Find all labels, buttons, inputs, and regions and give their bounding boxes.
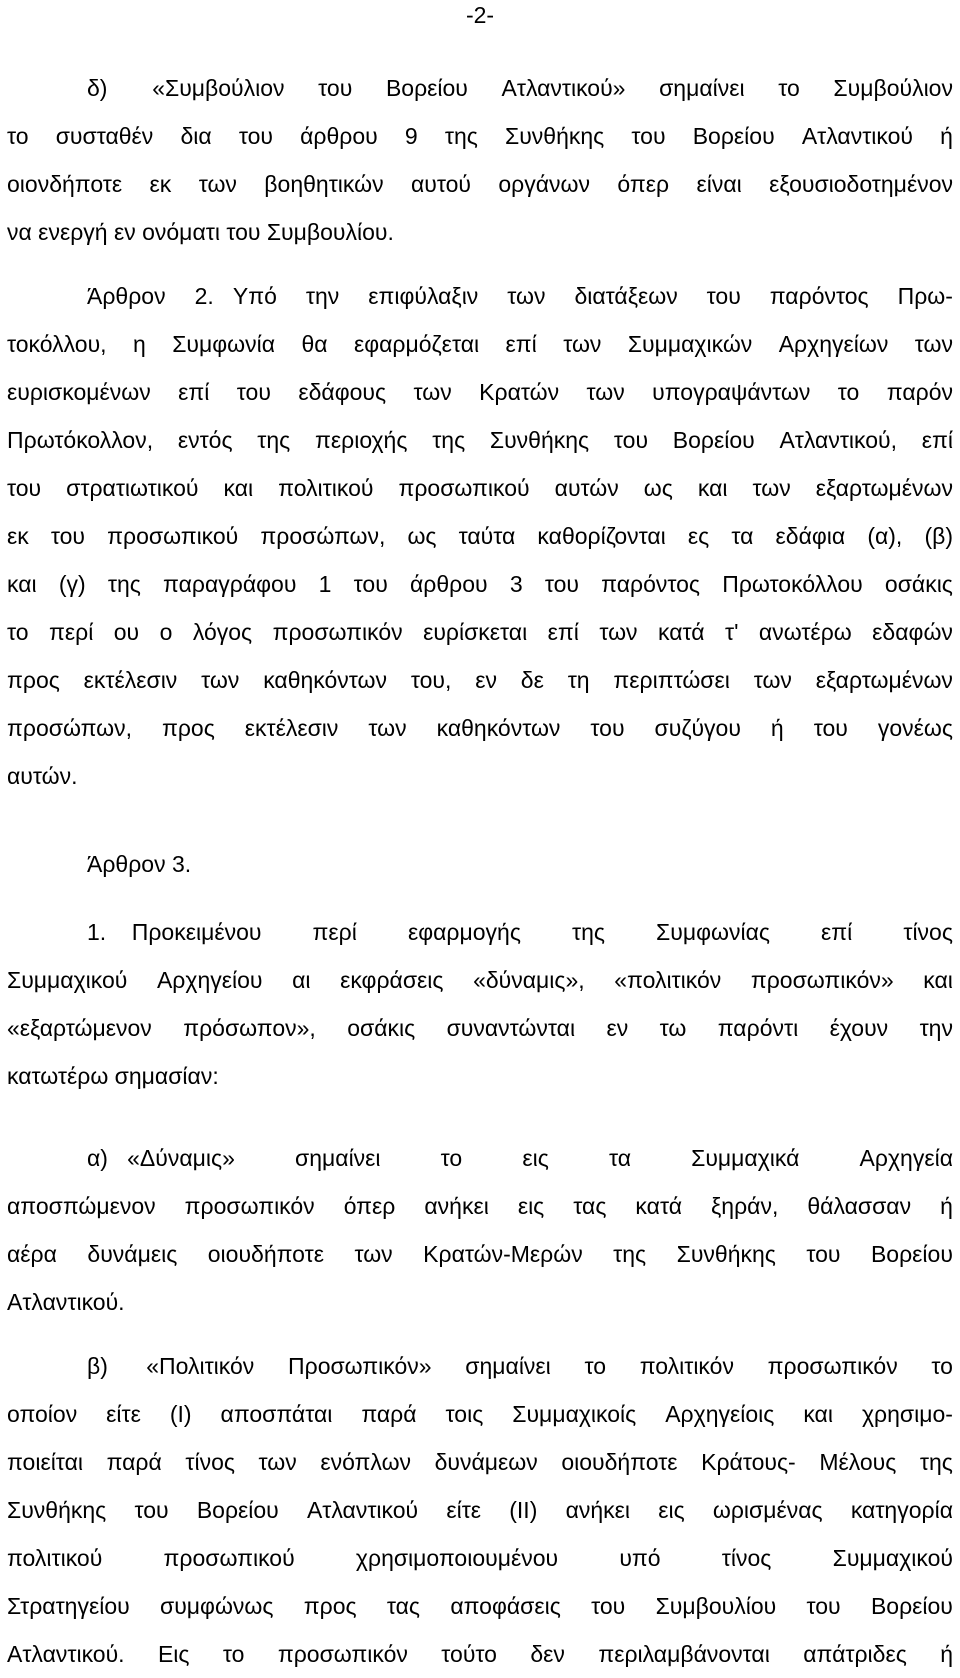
word: είτε	[106, 1401, 141, 1427]
word: του	[590, 715, 625, 741]
word: οσάκις	[884, 571, 953, 597]
word: κατά	[657, 619, 705, 645]
word: πολιτικού	[7, 1545, 103, 1571]
word: Συμμαχικά	[691, 1145, 800, 1171]
word: καθηκόντων	[263, 667, 388, 693]
word: άρθρου	[300, 123, 378, 149]
article-3-paragraph-1	[7, 908, 953, 1100]
word: αποφάσεις	[450, 1593, 561, 1619]
word: ξηράν,	[711, 1193, 779, 1219]
text-line	[7, 160, 953, 208]
word: ή	[940, 1641, 953, 1667]
word: 1	[318, 571, 332, 597]
word: εξαρτωμένων	[815, 475, 953, 501]
text-line	[7, 608, 953, 656]
word: χρησιμοποιουμένου	[355, 1545, 559, 1571]
text-line	[7, 112, 953, 160]
word: «δύναμις»,	[473, 967, 585, 993]
word: ποιείται	[7, 1449, 83, 1475]
word: δεν	[530, 1641, 565, 1667]
word: των	[258, 1449, 297, 1475]
word: των	[599, 619, 638, 645]
heading-line: Άρθρον 3.	[87, 851, 192, 877]
paragraph-d	[7, 64, 953, 256]
word: επί	[821, 919, 853, 945]
word: υπό	[619, 1545, 661, 1571]
word: Συμβουλίου	[655, 1593, 777, 1619]
word: Αρχηγείοις	[665, 1401, 775, 1427]
word: προσωπικόν»	[750, 967, 894, 993]
word: της	[107, 571, 141, 597]
word: επί	[921, 427, 953, 453]
word: παρόντος	[601, 571, 701, 597]
text-line	[7, 1582, 953, 1630]
word: Μέλους	[819, 1449, 897, 1475]
word: εδάφους	[298, 379, 387, 405]
word: Συμφωνία	[172, 331, 276, 357]
word: Βορείου	[672, 427, 755, 453]
word: την	[305, 283, 340, 309]
word: προσωπικόν	[767, 1353, 898, 1379]
text-line	[7, 908, 953, 956]
word: του	[50, 523, 86, 549]
word: των	[586, 379, 625, 405]
word: προς	[7, 667, 60, 693]
word: Συμμαχικού	[832, 1545, 953, 1571]
word: ως	[643, 475, 673, 501]
text-line	[7, 1134, 953, 1182]
word: Αρχηγείου	[156, 967, 263, 993]
text-line	[7, 1486, 953, 1534]
word: οσάκις	[347, 1015, 416, 1041]
word: ωρισμένας	[712, 1497, 823, 1523]
word: του	[706, 283, 741, 309]
text-line	[7, 512, 953, 560]
word: Βορείου	[870, 1241, 953, 1267]
word: Κρατών	[479, 379, 560, 405]
word: ή	[770, 715, 784, 741]
word: ή	[940, 123, 953, 149]
word: προσώπων,	[7, 715, 132, 741]
word: το	[440, 1145, 463, 1171]
word: της	[919, 1449, 953, 1475]
word: όπερ	[343, 1193, 396, 1219]
word: εφαρμόζεται	[353, 331, 480, 357]
word: εις	[522, 1145, 549, 1171]
text-line	[7, 368, 953, 416]
word: το	[7, 619, 29, 645]
text-line	[7, 1438, 953, 1486]
word: Ατλαντικού,	[779, 427, 898, 453]
word: παρόντος	[769, 283, 869, 309]
word: Ατλαντικού	[801, 123, 913, 149]
word: Συνθήκης	[676, 1241, 776, 1267]
word: τοκόλλου,	[7, 331, 107, 357]
word: εκ	[149, 171, 172, 197]
word: του	[613, 427, 649, 453]
word: Συμμαχικοίς	[512, 1401, 637, 1427]
word: παρά	[106, 1449, 162, 1475]
word: του	[544, 571, 579, 597]
word: της	[613, 1241, 647, 1267]
word: εις	[658, 1497, 685, 1523]
word: επιφύλαξιν	[368, 283, 479, 309]
word: σημαίνει	[465, 1353, 551, 1379]
word: Πρωτοκόλλου	[722, 571, 863, 597]
word: τίνος	[903, 919, 953, 945]
word: έχουν	[829, 1015, 889, 1041]
text-line: κατωτέρω σημασίαν:	[7, 1063, 219, 1089]
word: περιοχής	[315, 427, 408, 453]
word: των	[507, 283, 546, 309]
word: θάλασσαν	[807, 1193, 912, 1219]
text-line	[7, 956, 953, 1004]
text-line	[7, 416, 953, 464]
word: το	[7, 123, 29, 149]
word: (ΙΙ)	[509, 1497, 538, 1523]
word: συμφώνως	[160, 1593, 274, 1619]
text-line	[7, 320, 953, 368]
word: ου	[113, 619, 140, 645]
word: επί	[178, 379, 210, 405]
word: της	[572, 919, 605, 945]
document-page	[7, 0, 953, 1667]
word: εις	[517, 1193, 545, 1219]
word: β) «Πολιτικόν	[87, 1353, 255, 1379]
word: τη	[567, 667, 590, 693]
word: και	[697, 475, 728, 501]
word: της	[444, 123, 478, 149]
word: πολιτικού	[278, 475, 374, 501]
word: είτε	[446, 1497, 482, 1523]
word: προς	[303, 1593, 357, 1619]
word: του	[134, 1497, 169, 1523]
word: παραγράφου	[163, 571, 297, 597]
word: Ατλαντικού.	[7, 1641, 125, 1667]
word: Εις	[157, 1641, 190, 1667]
text-line	[7, 656, 953, 704]
text-line	[7, 1182, 953, 1230]
word: άρθρου	[409, 571, 488, 597]
word: προσωπικού	[107, 523, 239, 549]
word: αέρα	[7, 1241, 57, 1267]
word: εκφράσεις	[340, 967, 444, 993]
word: «πολιτικόν	[614, 967, 722, 993]
word: οργάνων	[498, 171, 591, 197]
word: διατάξεων	[574, 283, 678, 309]
word: κατά	[635, 1193, 682, 1219]
word: το	[931, 1353, 953, 1379]
word: (β)	[924, 523, 953, 549]
word: του,	[410, 667, 452, 693]
word: του	[631, 123, 666, 149]
word: αι	[292, 967, 311, 993]
word: οιουδήποτε	[207, 1241, 324, 1267]
word: οποίον	[7, 1401, 78, 1427]
word: ανωτέρω	[758, 619, 852, 645]
word: 3	[509, 571, 523, 597]
word: Συνθήκης	[7, 1497, 107, 1523]
word: (γ)	[58, 571, 86, 597]
word: περί	[49, 619, 94, 645]
word: το	[837, 379, 860, 405]
word: το	[584, 1353, 607, 1379]
word: το	[778, 75, 800, 101]
word: Συμφωνίας	[656, 919, 770, 945]
word: καθορίζονται	[537, 523, 666, 549]
text-line: αυτών.	[7, 763, 78, 789]
word: τ'	[725, 619, 739, 645]
word: τα	[731, 523, 754, 549]
word: υπογραψάντων	[652, 379, 811, 405]
word: Προσωπικόν»	[288, 1353, 432, 1379]
article-3-heading	[7, 840, 953, 888]
word: επί	[547, 619, 579, 645]
text-line	[7, 704, 953, 752]
word: Βορείου	[870, 1593, 953, 1619]
word: των	[914, 331, 953, 357]
word: βοηθητικών	[264, 171, 384, 197]
word: εντός	[177, 427, 233, 453]
word: των	[752, 475, 791, 501]
word: τούτο	[441, 1641, 497, 1667]
text-line	[7, 1230, 953, 1278]
word: Συμμαχικού	[7, 967, 128, 993]
word: Βορείου	[196, 1497, 279, 1523]
word: δια	[180, 123, 212, 149]
word: σημαίνει	[659, 75, 745, 101]
word: τας	[573, 1193, 607, 1219]
word: Στρατηγείου	[7, 1593, 130, 1619]
word: αποσπώμενον	[7, 1193, 156, 1219]
word: η	[132, 331, 146, 357]
word: του	[7, 475, 42, 501]
text-line	[7, 1630, 953, 1678]
text-line	[7, 272, 953, 320]
word: Κρατών-Μερών	[423, 1241, 583, 1267]
word: προσωπικόν	[277, 1641, 408, 1667]
word: των	[413, 379, 452, 405]
article-3-item-a	[7, 1134, 953, 1326]
word: περιπτώσει	[613, 667, 730, 693]
text-line: να ενεργή εν ονόματι του Συμβουλίου.	[7, 219, 394, 245]
word: του	[318, 75, 353, 101]
word: της	[432, 427, 466, 453]
word: δε	[520, 667, 544, 693]
word: τοις	[445, 1401, 484, 1427]
text-line	[7, 464, 953, 512]
text-line: Ατλαντικού.	[7, 1289, 125, 1315]
word: είναι	[696, 171, 742, 197]
word: Πρωτόκολλον,	[7, 427, 154, 453]
word: ενόπλων	[320, 1449, 412, 1475]
word: του	[238, 123, 273, 149]
word: συναντώνται	[446, 1015, 576, 1041]
word: τα	[608, 1145, 631, 1171]
word: Ατλαντικού	[306, 1497, 419, 1523]
word: Βορείου	[692, 123, 775, 149]
page-number: -2-	[465, 2, 495, 28]
word: των	[201, 667, 240, 693]
word: παρά	[361, 1401, 417, 1427]
word: (Ι)	[169, 1401, 192, 1427]
word: 2. Υπό	[194, 283, 277, 309]
word: το	[222, 1641, 245, 1667]
word: σημαίνει	[295, 1145, 381, 1171]
word: τίνος	[721, 1545, 772, 1571]
word: Πρω-	[897, 283, 953, 309]
word: τας	[386, 1593, 421, 1619]
word: όπερ	[617, 171, 670, 197]
word: περί	[312, 919, 357, 945]
word: ο	[159, 619, 173, 645]
word: του	[813, 715, 848, 741]
word: αυτών	[554, 475, 619, 501]
word: εκτέλεσιν	[244, 715, 339, 741]
word: Συμβούλιον	[833, 75, 953, 101]
word: παρόντι	[717, 1015, 799, 1041]
word: προσώπων,	[260, 523, 386, 549]
word: πρόσωπον»,	[183, 1015, 316, 1041]
word: (α),	[867, 523, 903, 549]
word: Συνθήκης	[489, 427, 590, 453]
word: των	[354, 1241, 393, 1267]
word: των	[753, 667, 792, 693]
word: ες	[687, 523, 710, 549]
word: ευρίσκεται	[423, 619, 528, 645]
word: Αρχηγείων	[778, 331, 889, 357]
word: των	[368, 715, 407, 741]
word: αποσπάται	[220, 1401, 333, 1427]
word: Βορείου	[385, 75, 468, 101]
word: εν	[475, 667, 497, 693]
word: των	[563, 331, 602, 357]
word: πολιτικόν	[639, 1353, 734, 1379]
word: α) «Δύναμις»	[87, 1145, 235, 1171]
word: Ατλαντικού»	[501, 75, 626, 101]
word: εφαρμογής	[407, 919, 521, 945]
word: ως	[407, 523, 437, 549]
word: τίνος	[185, 1449, 235, 1475]
word: Κράτους-	[701, 1449, 796, 1475]
word: εκτέλεσιν	[83, 667, 178, 693]
word: Αρχηγεία	[859, 1145, 953, 1171]
word: ανήκει	[565, 1497, 631, 1523]
article-3-item-b	[7, 1342, 953, 1678]
word: αυτού	[410, 171, 471, 197]
word: στρατιωτικού	[66, 475, 199, 501]
word: εξουσιοδοτημένον	[769, 171, 953, 197]
word: εδαφών	[872, 619, 953, 645]
word: οιουδήποτε	[561, 1449, 678, 1475]
word: των	[198, 171, 237, 197]
word: παρόν	[886, 379, 953, 405]
word: τω	[659, 1015, 687, 1041]
word: του	[236, 379, 271, 405]
word: δυνάμεων	[434, 1449, 538, 1475]
word: εκ	[7, 523, 29, 549]
word: Συνθήκης	[504, 123, 605, 149]
word: εξαρτωμένων	[815, 667, 953, 693]
word: λόγος	[192, 619, 253, 645]
word: του	[353, 571, 388, 597]
word: δυνάμεις	[87, 1241, 178, 1267]
word: ανήκει	[424, 1193, 489, 1219]
word: προσωπικόν	[272, 619, 403, 645]
word: του	[806, 1241, 841, 1267]
word: του	[806, 1593, 841, 1619]
text-line	[7, 1004, 953, 1052]
article-2	[7, 272, 953, 800]
text-line	[7, 1534, 953, 1582]
word: περιλαμβάνονται	[598, 1641, 770, 1667]
word: καθηκόντων	[436, 715, 561, 741]
word: «εξαρτώμενον	[7, 1015, 152, 1041]
word: ή	[940, 1193, 953, 1219]
word: απάτριδες	[803, 1641, 907, 1667]
word: Άρθρον	[87, 283, 166, 309]
text-line	[7, 1390, 953, 1438]
word: ταύτα	[458, 523, 516, 549]
word: την	[919, 1015, 953, 1041]
word: Συμμαχικών	[627, 331, 753, 357]
text-line	[7, 560, 953, 608]
word: και	[803, 1401, 833, 1427]
word: επί	[505, 331, 537, 357]
word: θα	[301, 331, 328, 357]
word: και	[7, 571, 37, 597]
word: προσωπικού	[163, 1545, 295, 1571]
text-line	[7, 1342, 953, 1390]
word: κατηγορία	[850, 1497, 953, 1523]
word: ευρισκομένων	[7, 379, 151, 405]
word: συζύγου	[654, 715, 741, 741]
word: 1. Προκειμένου	[87, 919, 262, 945]
word: συσταθέν	[55, 123, 154, 149]
word: και	[223, 475, 254, 501]
word: του	[591, 1593, 626, 1619]
word: προσωπικόν	[184, 1193, 315, 1219]
word: προς	[161, 715, 215, 741]
word: και	[923, 967, 953, 993]
text-line	[7, 64, 953, 112]
word: 9	[404, 123, 418, 149]
word: οιονδήποτε	[7, 171, 123, 197]
word: της	[257, 427, 291, 453]
word: δ) «Συμβούλιον	[87, 75, 285, 101]
word: εν	[606, 1015, 629, 1041]
word: προσωπικού	[398, 475, 530, 501]
word: εδάφια	[775, 523, 846, 549]
word: χρησιμο-	[861, 1401, 953, 1427]
word: γονέως	[877, 715, 953, 741]
